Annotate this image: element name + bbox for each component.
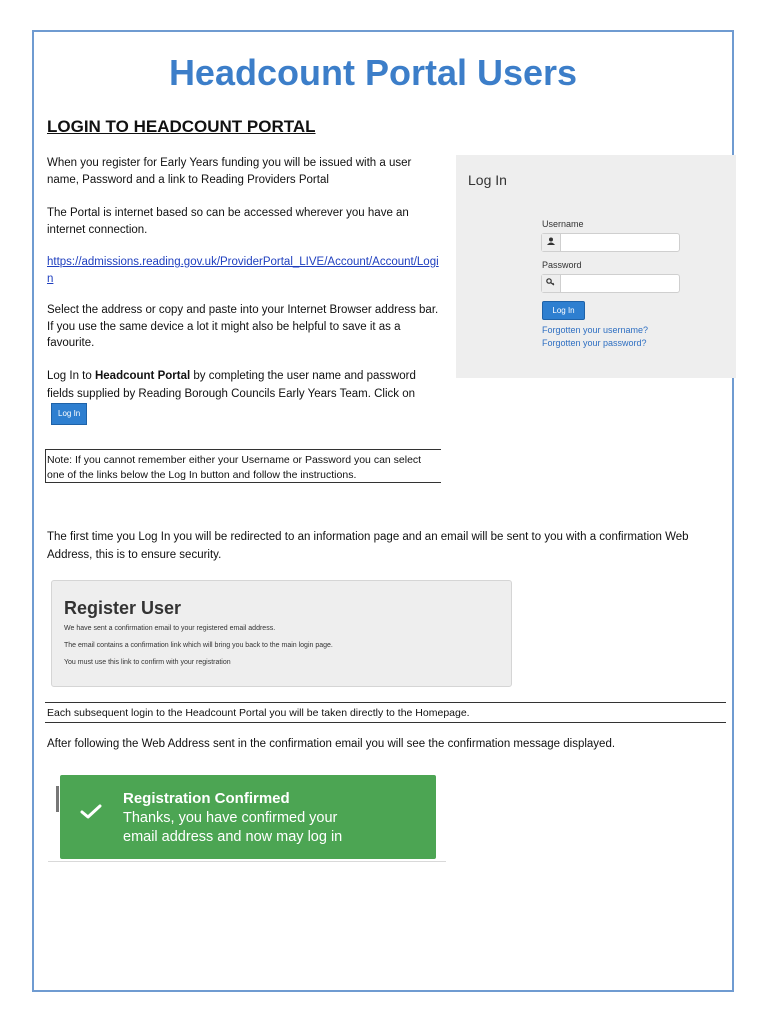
key-icon bbox=[542, 275, 561, 292]
rule-top bbox=[45, 702, 726, 703]
password-label: Password bbox=[542, 260, 582, 270]
browser-paragraph: Select the address or copy and paste into your Internet Browser address bar. If you use the same device a lot it might also be helpful to save it as a favourite. bbox=[47, 304, 439, 349]
register-line-2: The email contains a confirmation link which will bring you back to the main login page. bbox=[64, 642, 333, 649]
login-button[interactable]: Log In bbox=[542, 301, 585, 320]
register-user-panel bbox=[51, 580, 512, 687]
intro-paragraph: When you register for Early Years funding you will be issued with a user name, Password and a link to Reading Providers Portal bbox=[47, 157, 412, 186]
page-title: Headcount Portal Users bbox=[168, 52, 578, 93]
login-instructions-prefix: Log In to bbox=[47, 370, 95, 382]
rule-bottom bbox=[45, 722, 726, 723]
confirmation-underline bbox=[48, 861, 446, 862]
first-time-paragraph: The first time you Log In you will be redirected to an information page and an email will be sent to you with a confirmation Web Address, this is to ensure security. bbox=[47, 531, 689, 561]
forgot-username-link[interactable]: Forgotten your username? bbox=[542, 325, 649, 335]
section-heading: LOGIN TO HEADCOUNT PORTAL bbox=[47, 117, 316, 136]
username-input[interactable] bbox=[541, 233, 680, 252]
password-input[interactable] bbox=[541, 274, 680, 293]
confirmation-line-1: Thanks, you have confirmed your bbox=[123, 810, 338, 826]
inline-login-button[interactable]: Log In bbox=[51, 403, 87, 425]
confirmation-edge bbox=[56, 786, 59, 812]
confirmation-line-2: email address and now may log in bbox=[123, 829, 343, 845]
confirmation-message bbox=[123, 809, 342, 847]
login-instructions-suffix: by completing the user name and password fields supplied by Reading Borough Councils Early Years Team. Click on bbox=[47, 370, 416, 400]
after-following-paragraph: After following the Web Address sent in the confirmation email you will see the confirmation message displayed. bbox=[47, 738, 616, 750]
register-line-3: You must use this link to confirm with your registration bbox=[64, 659, 231, 666]
register-user-title: Register User bbox=[64, 598, 182, 618]
subsequent-login-text: Each subsequent login to the Headcount Portal you will be taken directly to the Homepage. bbox=[47, 707, 470, 719]
checkmark-icon bbox=[80, 803, 102, 824]
login-panel bbox=[456, 155, 736, 378]
username-label: Username bbox=[542, 219, 584, 229]
portal-link[interactable]: https://admissions.reading.gov.uk/ProviderPortal_LIVE/Account/Account/Login bbox=[47, 256, 439, 285]
forgot-password-link[interactable]: Forgotten your password? bbox=[542, 338, 647, 348]
login-instructions-paragraph bbox=[47, 368, 442, 425]
confirmation-title: Registration Confirmed bbox=[123, 790, 290, 807]
user-icon bbox=[542, 234, 561, 251]
portal-link-paragraph bbox=[47, 254, 442, 287]
login-panel-title: Log In bbox=[468, 172, 507, 188]
registration-confirmed-alert bbox=[60, 775, 436, 859]
note-box: Note: If you cannot remember either your Username or Password you can select one of the links below the Log In button and follow the instructions. bbox=[45, 449, 441, 483]
internet-paragraph: The Portal is internet based so can be accessed wherever you have an internet connection. bbox=[47, 207, 409, 236]
headcount-portal-bold: Headcount Portal bbox=[94, 370, 191, 382]
register-line-1: We have sent a confirmation email to your registered email address. bbox=[64, 625, 276, 632]
